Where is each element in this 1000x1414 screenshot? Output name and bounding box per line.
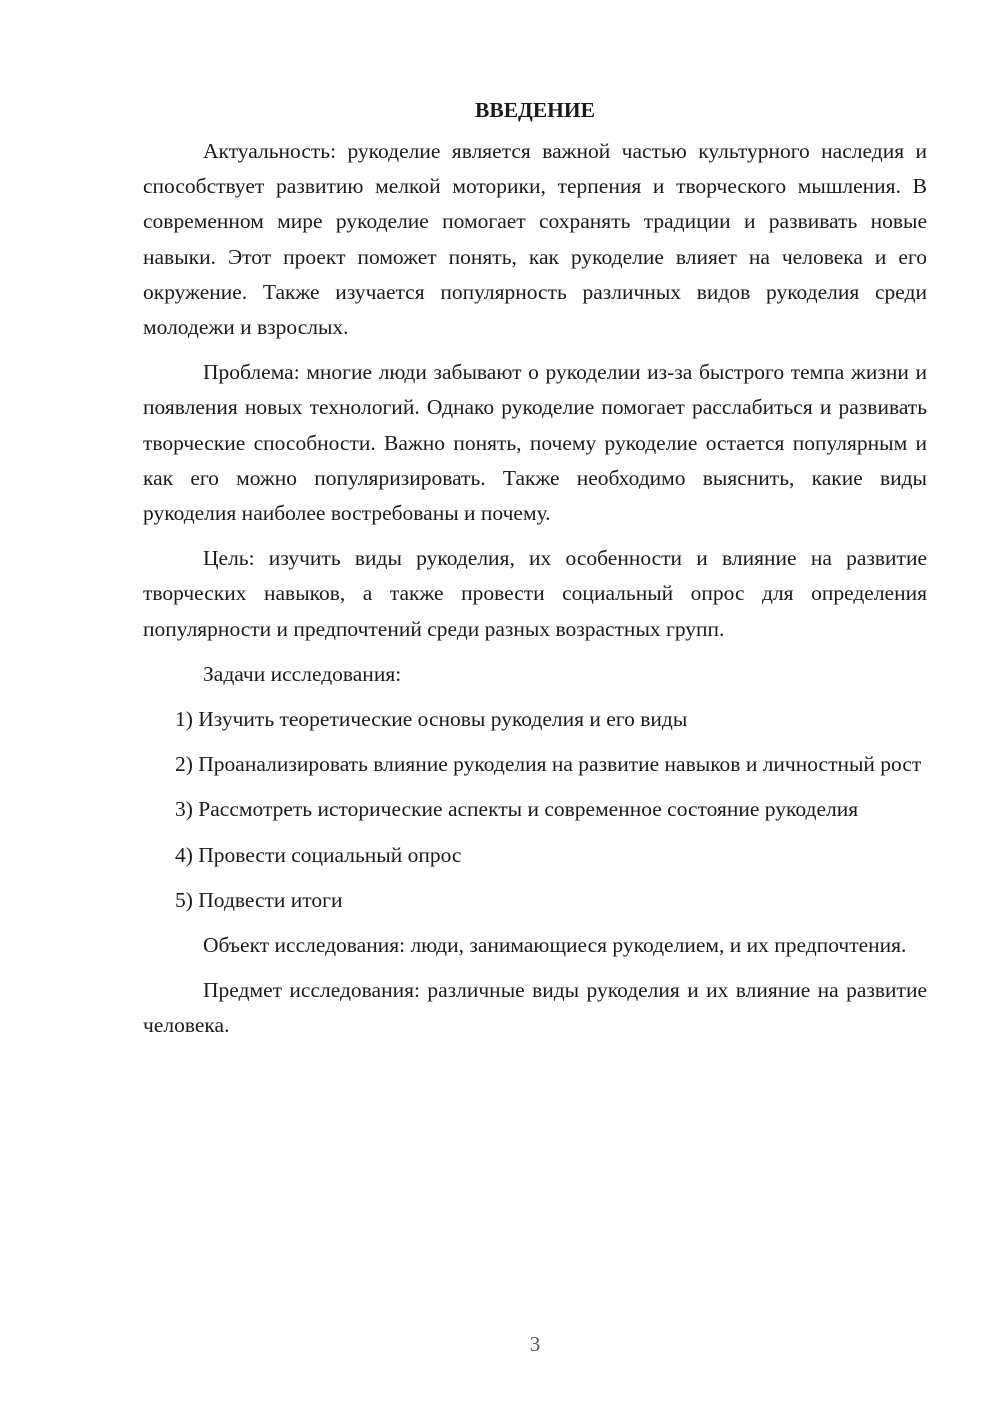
tasks-heading: Задачи исследования: (203, 661, 402, 686)
page-number: 3 (529, 1332, 541, 1356)
task-item: 1) Изучить теоретические основы рукоделия и его виды (175, 707, 688, 732)
page-content (143, 92, 927, 1054)
relevance-paragraph: Актуальность: рукоделие является важной частью культурного наследия и способствует развитию мелкой моторики, терпения и творческого мышления. В современном мире рукоделие помогает сохранять традиции и развивать новые навыки. Этот проект поможет понять, как рукоделие влияет на человека и его окружение. Также изучается популярность различных видов рукоделия среди молодежи и взрослых. (143, 139, 927, 340)
task-item: 3) Рассмотреть исторические аспекты и современное состояние рукоделия (175, 797, 859, 822)
object-paragraph: Объект исследования: люди, занимающиеся рукоделием, и их предпочтения. (203, 933, 907, 958)
section-title: ВВЕДЕНИЕ (475, 98, 595, 122)
task-item: 4) Провести социальный опрос (175, 842, 462, 867)
task-item: 2) Проанализировать влияние рукоделия на развитие навыков и личностный рост (175, 752, 922, 777)
task-item: 5) Подвести итоги (175, 887, 343, 912)
problem-paragraph: Проблема: многие люди забывают о рукоделии из-за быстрого темпа жизни и появления новых технологий. Однако рукоделие помогает расслабиться и развивать творческие способности. Важно понять, почему рукоделие остается популярным и как его можно популяризировать. Также необходимо выяснить, какие виды рукоделия наиболее востребованы и почему. (143, 360, 927, 526)
subject-paragraph: Предмет исследования: различные виды рукоделия и их влияние на развитие человека. (143, 978, 927, 1038)
goal-paragraph: Цель: изучить виды рукоделия, их особенности и влияние на развитие творческих навыков, а также провести социальный опрос для определения популярности и предпочтений среди разных возрастных групп. (143, 546, 927, 641)
